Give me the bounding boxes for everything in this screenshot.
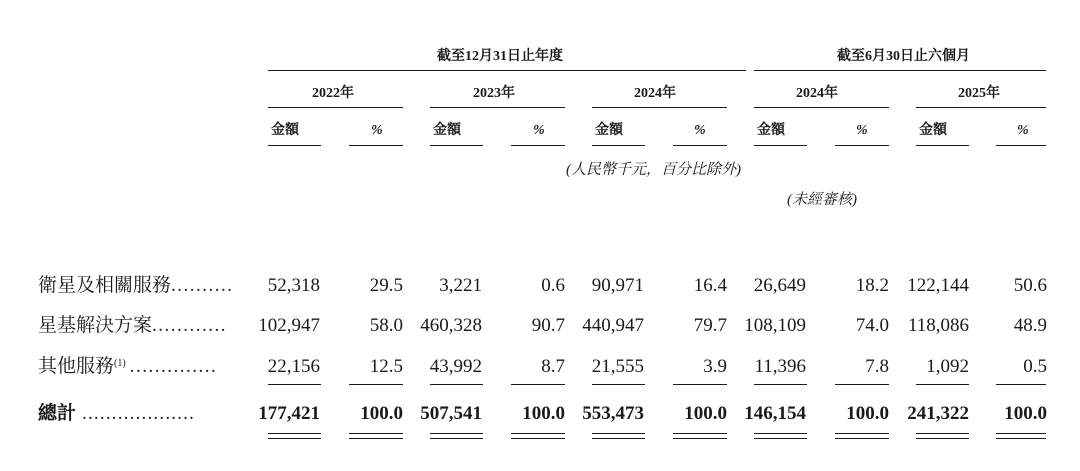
total-percent-2022: 100.0 [360, 403, 403, 424]
row2-percent-2023: 90.7 [531, 315, 565, 336]
header-year-2024-6m: 2024年 [796, 86, 838, 101]
subtotal-rule-amount-2023 [430, 384, 483, 385]
total-double-rule-percent-2023 [511, 433, 565, 439]
rule-percent-2024-6m [835, 145, 889, 146]
subtotal-rule-percent-2023 [511, 384, 565, 385]
row2-amount-2022: 102,947 [258, 315, 320, 336]
row3-amount-2022: 22,156 [267, 356, 320, 377]
row-label-total [38, 404, 195, 423]
total-double-rule-percent-2025-6m [996, 433, 1046, 439]
row2-percent-2022: 58.0 [369, 315, 403, 336]
row3-percent-2022: 12.5 [369, 356, 403, 377]
row1-percent-2023: 0.6 [541, 275, 565, 296]
rule-year-2023 [430, 107, 565, 108]
footnote-marker: (1) [114, 358, 126, 369]
header-year-2025-6m: 2025年 [958, 86, 1000, 101]
row2-amount-2025-6m: 118,086 [907, 315, 969, 336]
row3-amount-2024-fy: 21,555 [591, 356, 644, 377]
row1-amount-2023: 3,221 [439, 275, 482, 296]
subtotal-rule-percent-2025-6m [996, 384, 1046, 385]
total-percent-2024-6m: 100.0 [846, 403, 889, 424]
row-label-text: 其他服務 [38, 356, 115, 377]
row-label-text: 星基解決方案 [38, 315, 153, 336]
rule-year-2024-fy [592, 107, 727, 108]
row1-percent-2022: 29.5 [369, 275, 403, 296]
rule-amount-2022 [268, 145, 321, 146]
row-label-other-services [38, 357, 217, 376]
header-amount-2023: 金額 [433, 123, 461, 138]
rule-percent-2023 [511, 145, 565, 146]
total-amount-2024-fy: 553,473 [582, 403, 644, 424]
header-percent-2022: % [371, 123, 383, 138]
row2-amount-2024-6m: 108,109 [744, 315, 806, 336]
header-amount-2022: 金額 [271, 123, 299, 138]
row3-percent-2024-fy: 3.9 [703, 356, 727, 377]
rule-percent-2025-6m [996, 145, 1046, 146]
row-label-text: 衛星及相關服務 [38, 275, 172, 296]
rule-amount-2024-6m [754, 145, 807, 146]
header-amount-2024-6m: 金額 [757, 123, 785, 138]
subtotal-rule-percent-2022 [349, 384, 403, 385]
rule-percent-2024-fy [673, 145, 727, 146]
row3-percent-2025-6m: 0.5 [1023, 356, 1047, 377]
total-double-rule-amount-2023 [430, 433, 483, 439]
total-amount-2024-6m: 146,154 [744, 403, 806, 424]
rule-year-2022 [268, 107, 403, 108]
row2-amount-2023: 460,328 [420, 315, 482, 336]
header-percent-2024-6m: % [856, 123, 868, 138]
rule-amount-2023 [430, 145, 483, 146]
rule-percent-2022 [349, 145, 403, 146]
unit-note: (人民幣千元，百分比除外) [566, 162, 741, 178]
subtotal-rule-amount-2022 [268, 384, 321, 385]
header-group-fiscal-year: 截至12月31日止年度 [437, 49, 563, 64]
total-double-rule-amount-2025-6m [916, 433, 969, 439]
row1-amount-2022: 52,318 [267, 275, 320, 296]
header-year-2022: 2022年 [312, 86, 354, 101]
header-amount-2025-6m: 金額 [919, 123, 947, 138]
unaudited-note: (未經審核) [787, 192, 857, 208]
row2-percent-2024-6m: 74.0 [855, 315, 889, 336]
rule-amount-2025-6m [916, 145, 969, 146]
row1-amount-2024-fy: 90,971 [591, 275, 644, 296]
rule-year-2024-6m [754, 107, 889, 108]
row2-percent-2024-fy: 79.7 [693, 315, 727, 336]
rule-group-fiscal-year [268, 70, 746, 71]
subtotal-rule-amount-2024-6m [754, 384, 807, 385]
total-double-rule-amount-2024-6m [754, 433, 807, 439]
rule-amount-2024-fy [592, 145, 645, 146]
total-amount-2022: 177,421 [258, 403, 320, 424]
total-double-rule-amount-2024-fy [592, 433, 645, 439]
header-group-six-months: 截至6月30日止六個月 [837, 49, 970, 64]
row3-percent-2023: 8.7 [541, 356, 565, 377]
row1-percent-2024-fy: 16.4 [693, 275, 727, 296]
row-label-satellite-services [38, 276, 234, 295]
row3-amount-2025-6m: 1,092 [926, 356, 969, 377]
total-double-rule-percent-2022 [349, 433, 403, 439]
total-percent-2025-6m: 100.0 [1004, 403, 1047, 424]
row-leader-dots: ................... [82, 403, 196, 424]
row-leader-dots: .......... [171, 275, 234, 296]
total-percent-2023: 100.0 [522, 403, 565, 424]
row3-percent-2024-6m: 7.8 [865, 356, 889, 377]
row1-amount-2024-6m: 26,649 [753, 275, 806, 296]
row2-percent-2025-6m: 48.9 [1013, 315, 1047, 336]
header-amount-2024-fy: 金額 [595, 123, 623, 138]
row-leader-dots: .............. [129, 356, 218, 377]
row2-amount-2024-fy: 440,947 [582, 315, 644, 336]
header-year-2024-fy: 2024年 [634, 86, 676, 101]
row-label-text: 總計 [38, 403, 77, 424]
row3-amount-2023: 43,992 [429, 356, 482, 377]
total-percent-2024-fy: 100.0 [684, 403, 727, 424]
header-percent-2025-6m: % [1017, 123, 1029, 138]
header-year-2023: 2023年 [473, 86, 515, 101]
total-amount-2023: 507,541 [420, 403, 482, 424]
row-leader-dots: ............ [152, 315, 228, 336]
row-label-satellite-solutions [38, 316, 227, 335]
total-double-rule-amount-2022 [268, 433, 321, 439]
rule-group-six-months [754, 70, 1046, 71]
row1-percent-2024-6m: 18.2 [855, 275, 889, 296]
header-percent-2024-fy: % [694, 123, 706, 138]
subtotal-rule-amount-2025-6m [916, 384, 969, 385]
row3-amount-2024-6m: 11,396 [754, 356, 806, 377]
header-percent-2023: % [533, 123, 545, 138]
subtotal-rule-amount-2024-fy [592, 384, 645, 385]
rule-year-2025-6m [916, 107, 1046, 108]
subtotal-rule-percent-2024-6m [835, 384, 889, 385]
total-double-rule-percent-2024-6m [835, 433, 889, 439]
total-amount-2025-6m: 241,322 [907, 403, 969, 424]
row1-amount-2025-6m: 122,144 [907, 275, 969, 296]
total-double-rule-percent-2024-fy [673, 433, 727, 439]
row1-percent-2025-6m: 50.6 [1013, 275, 1047, 296]
subtotal-rule-percent-2024-fy [673, 384, 727, 385]
